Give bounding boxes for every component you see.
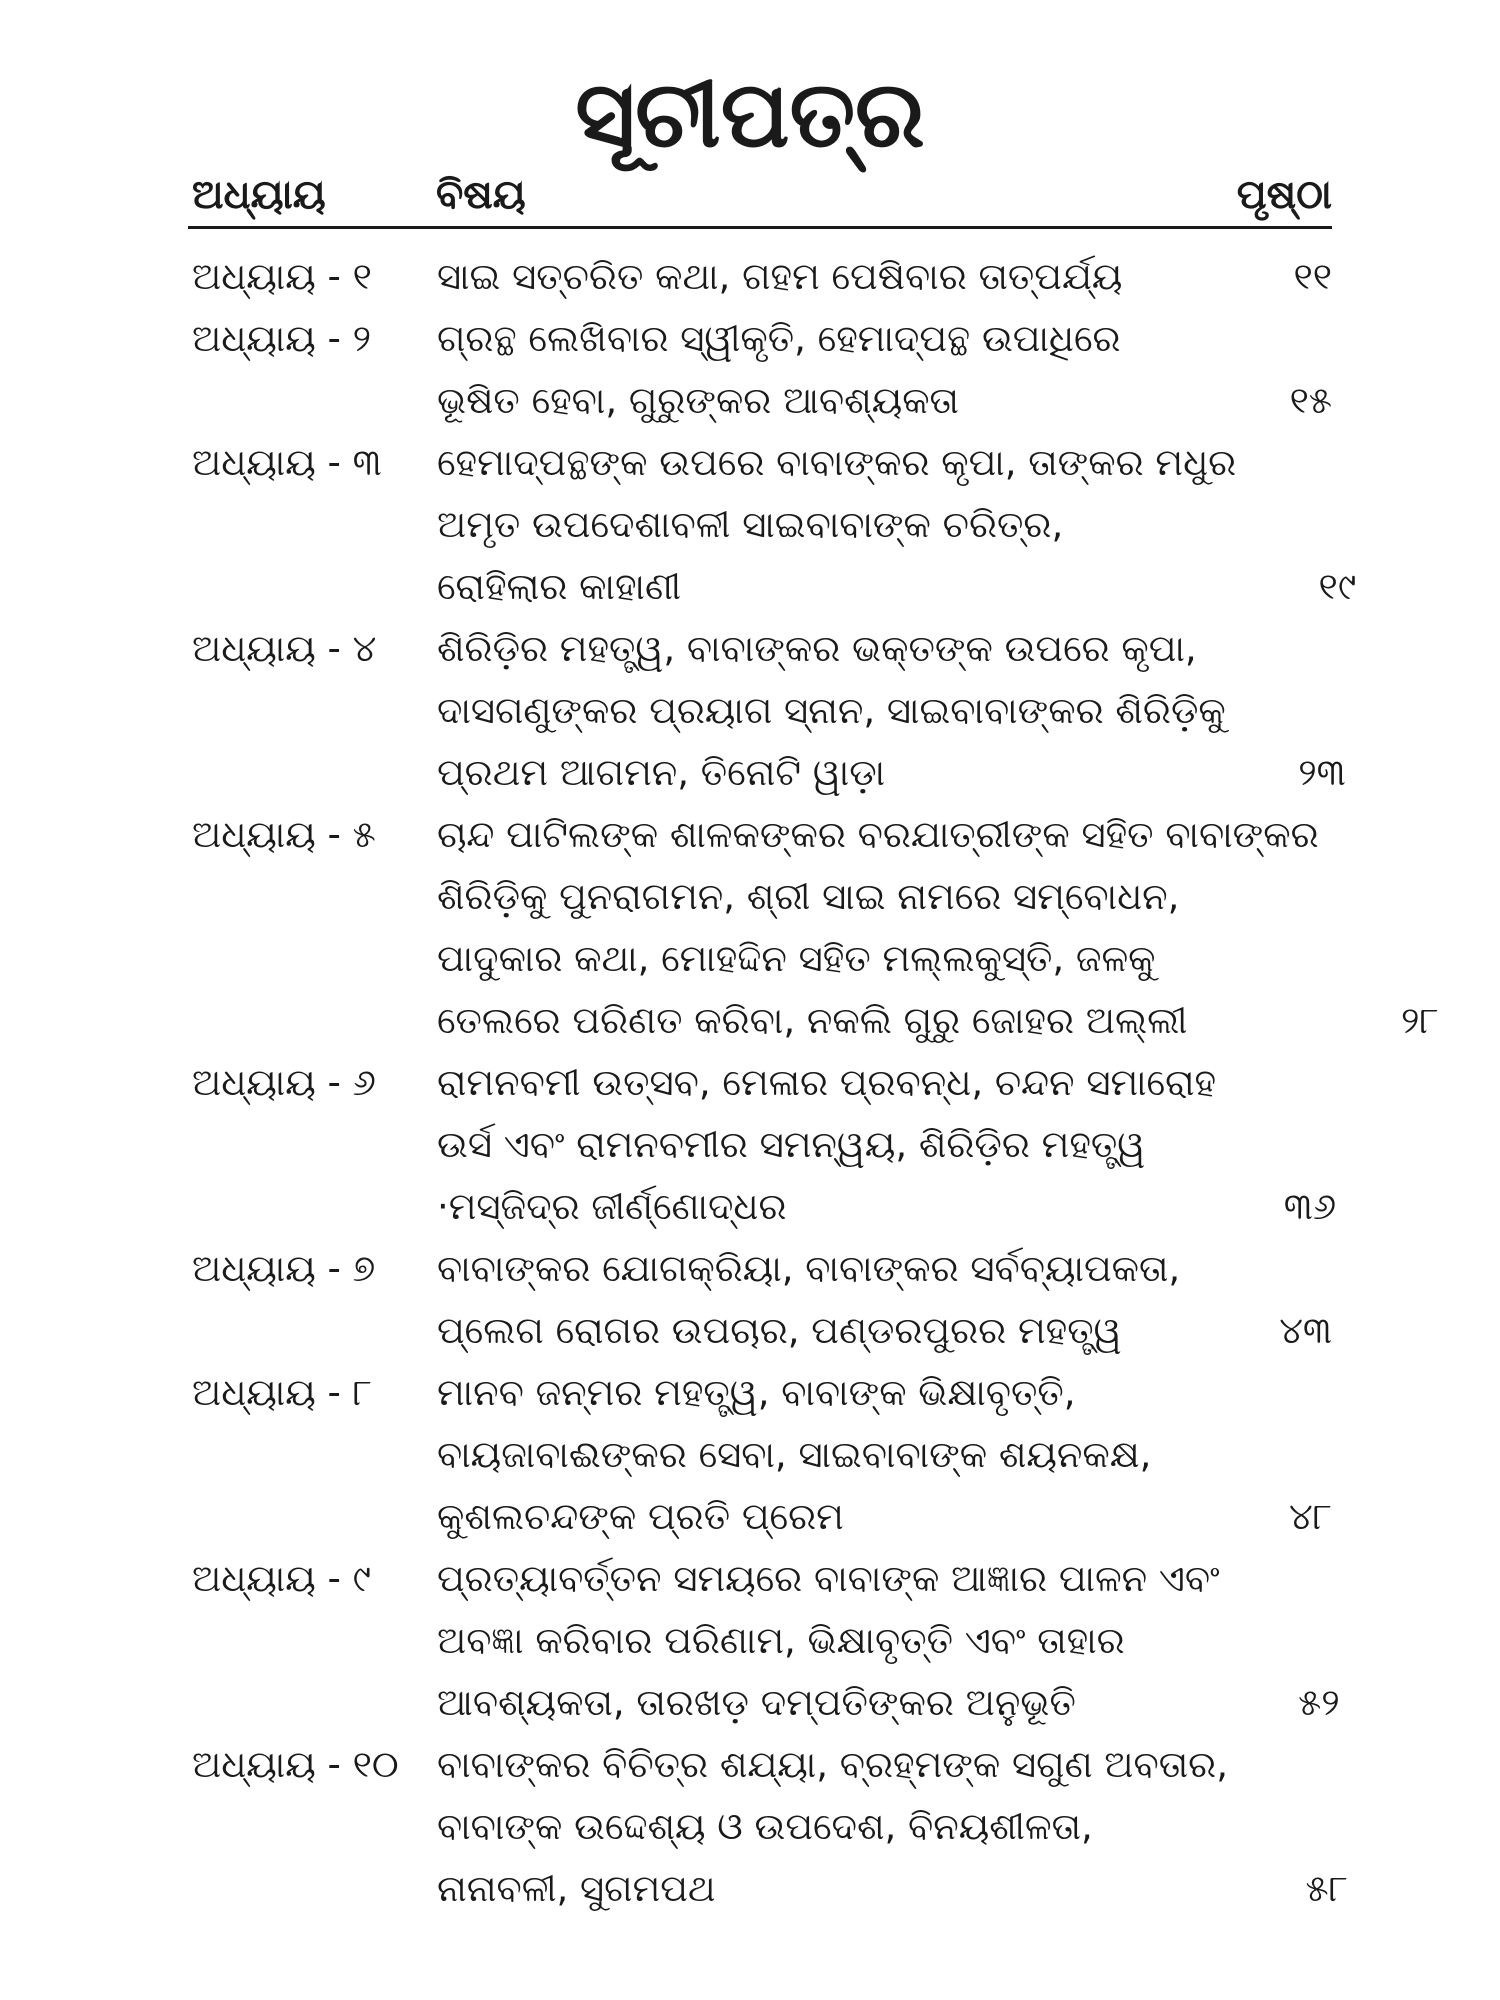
chapter-label: ଅଧ୍ୟାୟ - ୯: [192, 1557, 371, 1600]
subject-lines: [437, 804, 1319, 1052]
page-number: ୪୮: [1288, 1495, 1332, 1538]
subject-line: ବାୟଜାବାଈଙ୍କର ସେବା, ସାଇବାବାଙ୍କ ଶୟନକକ୍ଷ,: [437, 1433, 1152, 1476]
toc-entry: [0, 618, 1500, 804]
chapter-label: ଅଧ୍ୟାୟ - ୭: [192, 1247, 376, 1290]
chapter-label: ଅଧ୍ୟାୟ - ୪: [192, 627, 377, 670]
chapter-label: ଅଧ୍ୟାୟ - ୮: [192, 1371, 372, 1414]
subject-line: ବାବାଙ୍କର ଯୋଗକ୍ରିୟା, ବାବାଙ୍କର ସର୍ବବ୍ୟାପକତା,: [437, 1247, 1181, 1290]
subject-line: ଚାନ୍ଦ ପାଟିଲଙ୍କ ଶାଳକଙ୍କର ବରଯାତ୍ରୀଙ୍କ ସହିତ ବାବାଙ୍କର: [437, 813, 1319, 856]
subject-line: ପ୍ଲେଗ ରୋଗର ଉପଚାର, ପଣ୍ଡରପୁରର ମହତ୍ତ୍ୱ: [437, 1309, 1122, 1352]
toc-list: [0, 246, 1500, 1920]
chapter-label: ଅଧ୍ୟାୟ - ୧୦: [192, 1743, 399, 1786]
toc-entry: [0, 1238, 1500, 1362]
subject-line: ଦାସଗଣୁଙ୍କର ପ୍ରୟାଗ ସ୍ନାନ, ସାଇବାବାଙ୍କର ଶିରିଡ଼ିକୁ: [437, 689, 1226, 732]
subject-line: ରାମନବମୀ ଉତ୍ସବ, ମେଳାର ପ୍ରବନ୍ଧ, ଚନ୍ଦନ ସମାରୋହ: [437, 1061, 1217, 1104]
subject-line: ଉର୍ସ ଏବଂ ରାମନବମୀର ସମନ୍ୱୟ, ଶିରିଡ଼ିର ମହତ୍ତ୍ୱ: [437, 1123, 1146, 1166]
subject-line: ତେଲରେ ପରିଣତ କରିବା, ନକଲି ଗୁରୁ ଜୋହର ଅଲ୍ଲୀ: [437, 999, 1188, 1042]
chapter-label: ଅଧ୍ୟାୟ - ୨: [192, 317, 372, 360]
page-number: ୪୩: [1279, 1309, 1332, 1352]
subject-line: ପାଦୁକାର କଥା, ମୋହଦ୍ଦିନ ସହିତ ମଲ୍ଲକୁସ୍ତି, ଜଳକୁ: [437, 937, 1156, 980]
page-number: ୨୩: [1298, 751, 1346, 794]
subject-line: ଅବଜ୍ଞା କରିବାର ପରିଣାମ, ଭିକ୍ଷାବୃତ୍ତି ଏବଂ ତାହାର: [437, 1619, 1125, 1662]
subject-line: ଭୂଷିତ ହେବା, ଗୁରୁଙ୍କର ଆବଶ୍ୟକତା: [437, 379, 959, 422]
page-number: ୫୨: [1298, 1681, 1340, 1724]
subject-line: ·ମସ୍‌ଜିଦ୍‌ର ଜୀର୍ଣ୍ଣୋଦ୍ଧର: [437, 1185, 787, 1228]
header-subject: ବିଷୟ: [436, 172, 526, 218]
subject-line: ନାନାବଳୀ, ସୁଗମପଥ: [437, 1867, 716, 1910]
subject-line: ପ୍ରଥମ ଆଗମନ, ତିନୋଟି ୱାଡ଼ା: [437, 751, 886, 794]
toc-entry: [0, 246, 1500, 308]
page-number: ୧୯: [1318, 565, 1357, 608]
subject-line: ଶିରିଡ଼ିକୁ ପୁନରାଗମନ, ଶ୍ରୀ ସାଇ ନାମରେ ସମ୍ବୋଧନ,: [437, 875, 1180, 918]
subject-lines: [437, 246, 1212, 308]
page-title: ସୂଚୀପତ୍ର: [575, 61, 925, 168]
subject-line: ମାନବ ଜନ୍ମର ମହତ୍ତ୍ୱ, ବାବାଙ୍କ ଭିକ୍ଷାବୃତ୍ତି,: [437, 1371, 1076, 1414]
subject-line: ହେମାଦ୍‌ପନ୍ଥଙ୍କ ଉପରେ ବାବାଙ୍କର କୃପା, ତାଙ୍କର ମଧୁର: [437, 441, 1237, 484]
subject-lines: [437, 1548, 1220, 1734]
toc-entry: [0, 1362, 1500, 1548]
chapter-label: ଅଧ୍ୟାୟ - ୩: [192, 441, 382, 484]
toc-entry: [0, 804, 1500, 1052]
toc-entry: [0, 1052, 1500, 1238]
toc-entry: [0, 1548, 1500, 1734]
page-number: ୧୧: [1293, 255, 1332, 298]
toc-entry: [0, 308, 1500, 432]
subject-lines: [437, 618, 1226, 804]
subject-line: ବାବାଙ୍କର ବିଚିତ୍ର ଶଯ୍ୟା, ବ୍ରହ୍ମଙ୍କ ସଗୁଣ ଅବତାର,: [437, 1743, 1228, 1786]
header-divider: [188, 226, 1332, 229]
subject-line: ଅମୃତ ଉପଦେଶାବଳୀ ସାଇବାବାଙ୍କ ଚରିତ୍ର,: [437, 503, 1064, 546]
subject-line: ଶିରିଡ଼ିର ମହତ୍ତ୍ୱ, ବାବାଙ୍କର ଭକ୍ତଙ୍କ ଉପରେ କୃପା,: [437, 627, 1197, 670]
subject-line: ବାବାଙ୍କ ଉଦ୍ଦେଶ୍ୟ ଓ ଉପଦେଶ, ବିନୟଶୀଳତା,: [437, 1805, 1093, 1848]
chapter-label: ଅଧ୍ୟାୟ - ୫: [192, 813, 376, 856]
subject-lines: [437, 1734, 1228, 1920]
subject-lines: [437, 432, 1236, 618]
subject-lines: [437, 1362, 1212, 1548]
page-number: ୫୮: [1305, 1867, 1348, 1910]
subject-lines: [437, 1052, 1216, 1238]
page-number: ୧୫: [1289, 379, 1332, 422]
subject-lines: [437, 308, 1212, 432]
subject-line: ଗ୍ରନ୍ଥ ଲେଖିବାର ସ୍ୱୀକୃତି, ହେମାଦ୍‌ପନ୍ଥ ଉପାଧିରେ: [437, 317, 1121, 360]
toc-entry: [0, 1734, 1500, 1920]
subject-line: ପ୍ରତ୍ୟାବର୍ତ୍ତନ ସମୟରେ ବାବାଙ୍କ ଆଜ୍ଞାର ପାଳନ ଏବଂ: [437, 1557, 1220, 1600]
toc-entry: [0, 432, 1500, 618]
page-number: ୨୮: [1400, 999, 1439, 1042]
header-chapter: ଅଧ୍ୟାୟ: [192, 172, 326, 218]
subject-line: ରୋହିଲାର କାହାଣୀ: [437, 565, 682, 608]
chapter-label: ଅଧ୍ୟାୟ - ୬: [192, 1061, 376, 1104]
page-number: ୩୬: [1283, 1185, 1337, 1228]
subject-line: ଆବଶ୍ୟକତା, ତାରଖଡ଼ ଦମ୍ପତିଙ୍କର ଅନୁଭୂତି: [437, 1681, 1076, 1724]
chapter-label: ଅଧ୍ୟାୟ - ୧: [192, 255, 372, 298]
subject-line: ସାଇ ସତ୍‌ଚରିତ କଥା, ଗହମ ପେଷିବାର ତାତ୍ପର୍ଯ୍ୟ: [437, 255, 1123, 298]
header-page: ପୃଷ୍ଠା: [1236, 172, 1332, 218]
subject-line: କୁଶଲଚନ୍ଦଙ୍କ ପ୍ରତି ପ୍ରେମ: [437, 1495, 844, 1538]
subject-lines: [437, 1238, 1212, 1362]
